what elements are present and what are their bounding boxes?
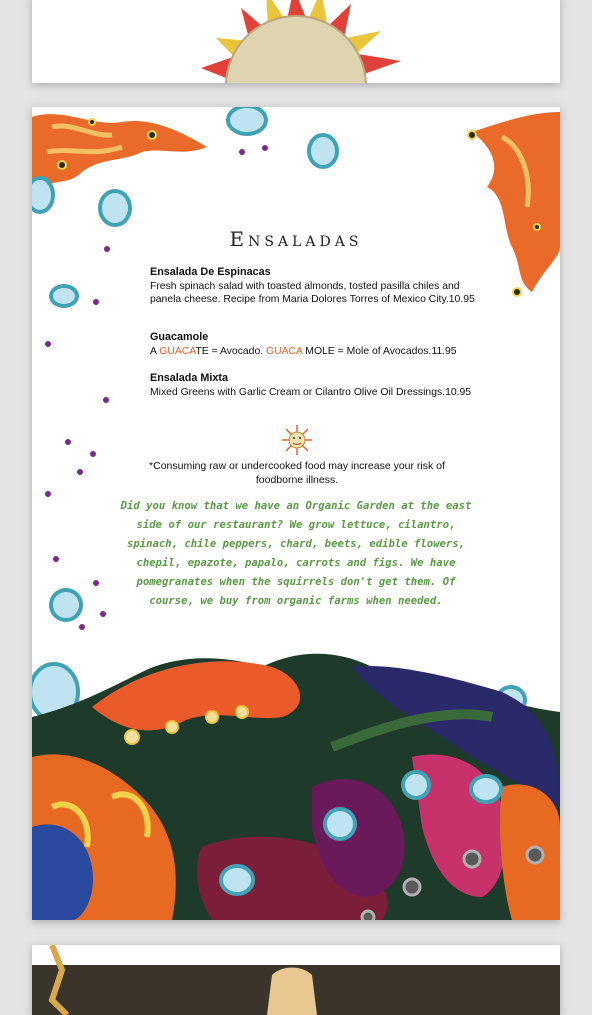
menu-item [150, 372, 490, 399]
menu-page-ensaladas [32, 107, 560, 920]
menu-item-price: 10.95 [448, 294, 475, 305]
menu-content [32, 107, 560, 920]
menu-item-price: 10.95 [445, 387, 472, 398]
menu-item-name: Guacamole [150, 331, 209, 343]
menu-item-price: 11.95 [431, 346, 457, 357]
menu-item-description: Fresh spinach salad with toasted almonds, tosted pasilla chiles and panela cheese. Recipe from Maria Dolores Torres of Mexico City.10.95 [150, 281, 475, 305]
menu-item-name: Ensalada De Espinacas [150, 266, 271, 278]
menu-item [150, 266, 490, 306]
next-page-artwork [32, 945, 560, 1015]
health-warning: *Consuming raw or undercooked food may increase your risk of foodborne illness. [149, 460, 445, 486]
sun-illustration [32, 0, 560, 83]
highlight-word: GUACA [159, 346, 196, 357]
menu-item [150, 331, 490, 358]
sun-icon [282, 425, 312, 455]
menu-item-description: Mixed Greens with Garlic Cream or Cilantro Olive Oil Dressings.10.95 [150, 387, 472, 398]
organic-garden-note: Did you know that we have an Organic Garden at the east side of our restaurant? We grow lettuce, cilantro, spinach, chile peppers, chard, beets, edible flowers, chepil, epazote, papalo, carrots and figs. We have pomegranates when the squirrels don't get them. Of course, we buy from organic farms when needed. [120, 500, 472, 607]
menu-item-name: Ensalada Mixta [150, 372, 229, 384]
menu-page-next [32, 945, 560, 1015]
menu-page-previous [32, 0, 560, 83]
highlight-word: GUACA [266, 346, 303, 357]
section-title: Ensaladas [229, 227, 363, 251]
menu-item-description: A GUACATE = Avocado. GUACA MOLE = Mole of Avocados.11.95 [150, 346, 457, 357]
